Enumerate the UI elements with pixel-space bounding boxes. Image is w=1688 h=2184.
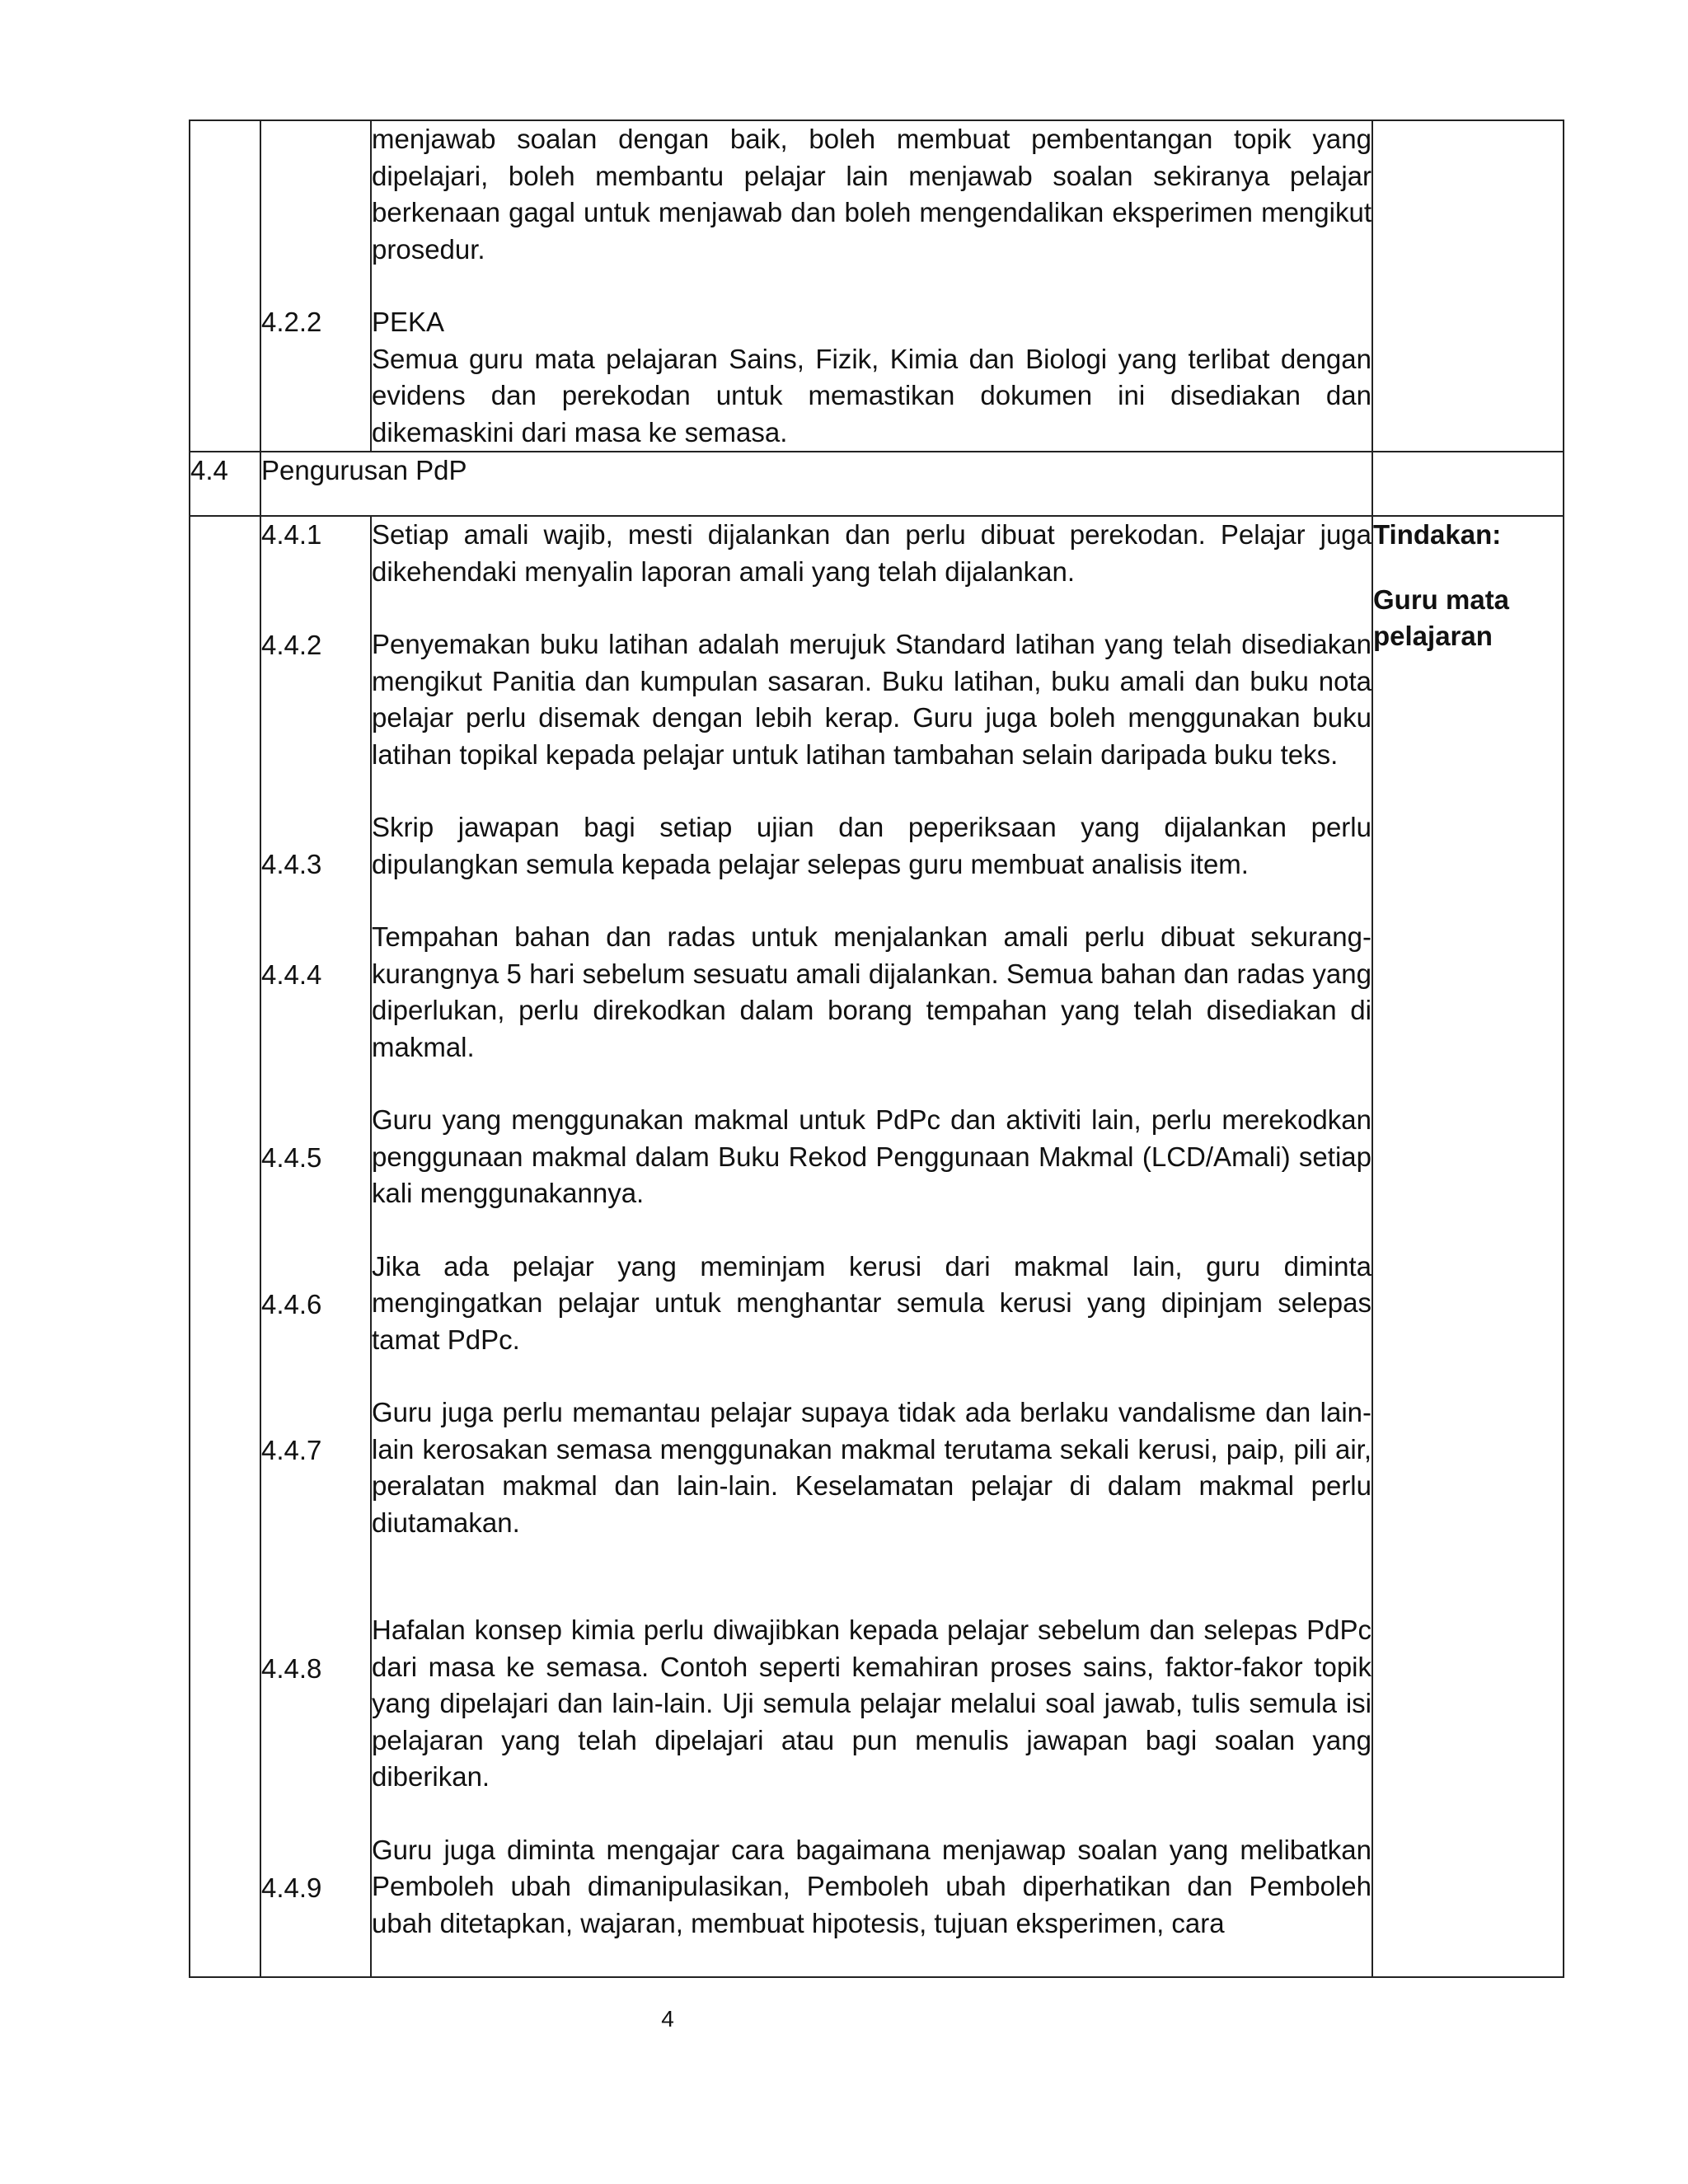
item-number: 4.4.7 — [261, 1435, 322, 1465]
table-row-section-4-2-continued — [190, 120, 1564, 452]
subitem-number-column — [260, 516, 371, 1977]
subitem-text-column — [371, 120, 1372, 452]
table-row-section-heading — [190, 452, 1564, 516]
empty-action-cell — [1372, 452, 1564, 516]
item-number: 4.4.5 — [261, 1142, 322, 1173]
action-cell — [1372, 516, 1564, 1977]
item-paragraph: Guru juga perlu memantau pelajar supaya tidak ada berlaku vandalisme dan lain-lain kerosakan semasa menggunakan makmal terutama sekali kerusi, paip, pili air, peralatan makmal dan lain-lain. Keselamatan pelajar di dalam makmal perlu diutamakan. — [372, 1397, 1372, 1538]
document-table — [189, 120, 1564, 1978]
item-paragraph: Hafalan konsep kimia perlu diwajibkan kepada pelajar sebelum dan selepas PdPc dari masa ke semasa. Contoh seperti kemahiran proses sains, faktor-fakor topik yang dipelajari dan lain-lain. Uji semula pelajar melalui soal jawab, tulis semula isi pelajaran yang telah dipelajari atau pun menulis jawapan bagi soalan yang diberikan. — [372, 1615, 1372, 1792]
section-number: 4.4 — [190, 452, 260, 516]
action-label: Tindakan: — [1373, 519, 1502, 550]
item-number: 4.4.9 — [261, 1872, 322, 1903]
peka-paragraph: Semua guru mata pelajaran Sains, Fizik, Kimia dan Biologi yang terlibat dengan evidens dan perekodan untuk memastikan dokumen ini disediakan dan dikemaskini dari masa ke semasa. — [372, 343, 1372, 448]
item-number-4-2-2: 4.2.2 — [261, 307, 322, 337]
subitem-number-column — [260, 120, 371, 452]
peka-heading: PEKA — [372, 307, 445, 337]
section-title: Pengurusan PdP — [260, 452, 1372, 516]
continued-paragraph: menjawab soalan dengan baik, boleh membuat pembentangan topik yang dipelajari, boleh membantu pelajar lain menjawab soalan sekiranya pelajar berkenaan gagal untuk menjawab dan boleh mengendalikan eksperimen mengikut prosedur. — [372, 124, 1372, 265]
item-paragraph: Jika ada pelajar yang meminjam kerusi dari makmal lain, guru diminta mengingatkan pelajar untuk menghantar semula kerusi yang dipinjam selepas tamat PdPc. — [372, 1250, 1372, 1355]
item-number: 4.4.4 — [261, 958, 322, 990]
action-responsible: Guru mata pelajaran — [1373, 583, 1510, 651]
item-number: 4.4.8 — [261, 1652, 322, 1684]
empty-cell — [190, 516, 260, 1977]
item-number: 4.4.1 — [261, 519, 322, 550]
item-paragraph: Tempahan bahan dan radas untuk menjalankan amali perlu dibuat sekurang-kurangnya 5 hari sebelum sesuatu amali dijalankan. Semua bahan dan radas yang diperlukan, perlu direkodkan dalam borang tempahan yang telah disediakan di makmal. — [372, 921, 1372, 1062]
item-paragraph: Guru yang menggunakan makmal untuk PdPc dan aktiviti lain, perlu merekodkan penggunaan makmal dalam Buku Rekod Penggunaan Makmal (LCD/Amali) setiap kali menggunakannya. — [372, 1104, 1372, 1208]
item-paragraph: Skrip jawapan bagi setiap ujian dan peperiksaan yang dijalankan perlu dipulangkan semula kepada pelajar selepas guru membuat analisis item. — [372, 812, 1372, 879]
item-number: 4.4.3 — [261, 849, 322, 879]
empty-action-cell — [1372, 120, 1564, 452]
subitem-text-column — [371, 516, 1372, 1977]
empty-cell — [190, 120, 260, 452]
table-row-section-4-4-items — [190, 516, 1564, 1977]
page-number: 4 — [661, 2006, 674, 2032]
item-paragraph: Penyemakan buku latihan adalah merujuk Standard latihan yang telah disediakan mengikut Panitia dan kumpulan sasaran. Buku latihan, buku amali dan buku nota pelajar perlu disemak dengan lebih kerap. Guru juga boleh menggunakan buku latihan topikal kepada pelajar untuk latihan tambahan selain daripada buku teks. — [372, 629, 1372, 770]
item-paragraph: Setiap amali wajib, mesti dijalankan dan perlu dibuat perekodan. Pelajar juga dikehendaki menyalin laporan amali yang telah dijalankan. — [372, 519, 1372, 587]
item-number: 4.4.6 — [261, 1288, 322, 1319]
item-paragraph: Guru juga diminta mengajar cara bagaimana menjawap soalan yang melibatkan Pemboleh ubah dimanipulasikan, Pemboleh ubah diperhatikan dan Pemboleh ubah ditetapkan, wajaran, membuat hipotesis, tujuan eksperimen, cara — [372, 1834, 1372, 1938]
item-number: 4.4.2 — [261, 629, 322, 660]
